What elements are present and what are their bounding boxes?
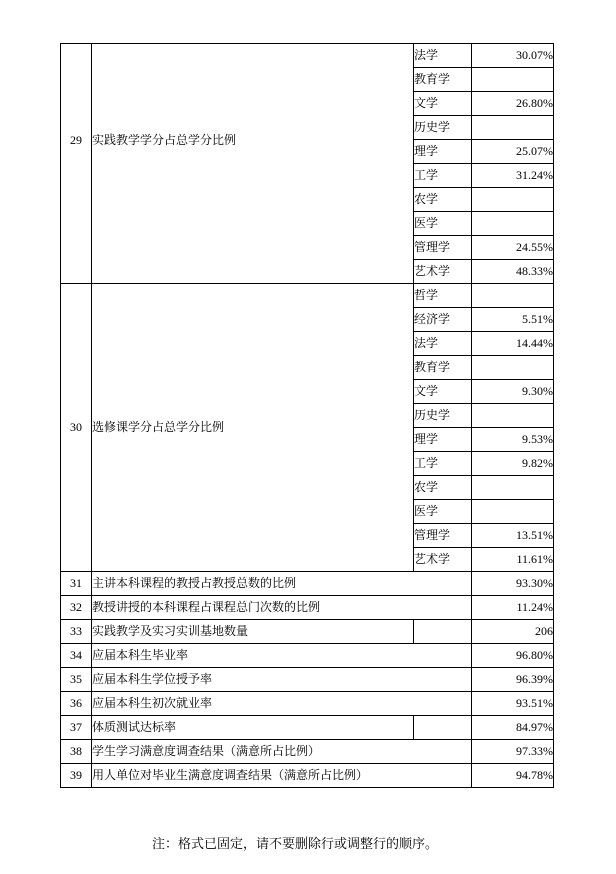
value-cell: 94.78% xyxy=(472,764,554,788)
discipline-cell: 理学 xyxy=(414,428,472,452)
value-cell: 30.07% xyxy=(472,44,554,68)
indicator-label-cell: 应届本科生学位授予率 xyxy=(92,668,472,692)
value-cell: 11.61% xyxy=(472,548,554,572)
empty-cell xyxy=(414,620,472,644)
discipline-cell: 医学 xyxy=(414,500,472,524)
value-cell: 96.80% xyxy=(472,644,554,668)
table-row xyxy=(61,620,554,644)
indicator-label-cell: 应届本科生毕业率 xyxy=(92,644,472,668)
discipline-cell: 历史学 xyxy=(414,116,472,140)
table-row xyxy=(61,740,554,764)
table-row xyxy=(61,596,554,620)
value-cell: 93.30% xyxy=(472,572,554,596)
discipline-cell: 教育学 xyxy=(414,356,472,380)
value-cell: 5.51% xyxy=(472,308,554,332)
discipline-cell: 工学 xyxy=(414,452,472,476)
value-cell: 9.53% xyxy=(472,428,554,452)
row-number-cell: 37 xyxy=(61,716,92,740)
indicator-label-cell: 体质测试达标率 xyxy=(92,716,414,740)
indicator-table xyxy=(60,43,554,788)
value-cell: 11.24% xyxy=(472,596,554,620)
value-cell: 206 xyxy=(472,620,554,644)
value-cell xyxy=(472,68,554,92)
indicator-table-sheet xyxy=(60,43,554,851)
table-row xyxy=(61,284,554,308)
row-number-cell: 31 xyxy=(61,572,92,596)
discipline-cell: 农学 xyxy=(414,188,472,212)
table-row xyxy=(61,668,554,692)
value-cell: 96.39% xyxy=(472,668,554,692)
value-cell xyxy=(472,116,554,140)
row-number-cell: 33 xyxy=(61,620,92,644)
empty-cell xyxy=(414,716,472,740)
indicator-label-cell: 实践教学及实习实训基地数量 xyxy=(92,620,414,644)
discipline-cell: 农学 xyxy=(414,476,472,500)
discipline-cell: 法学 xyxy=(414,332,472,356)
value-cell xyxy=(472,212,554,236)
table-row xyxy=(61,644,554,668)
discipline-cell: 历史学 xyxy=(414,404,472,428)
value-cell: 26.80% xyxy=(472,92,554,116)
discipline-cell: 文学 xyxy=(414,380,472,404)
value-cell xyxy=(472,500,554,524)
indicator-label-cell xyxy=(92,44,414,284)
discipline-cell: 哲学 xyxy=(414,284,472,308)
value-cell: 84.97% xyxy=(472,716,554,740)
value-cell: 97.33% xyxy=(472,740,554,764)
table-row xyxy=(61,716,554,740)
discipline-cell: 工学 xyxy=(414,164,472,188)
row-number-cell xyxy=(61,284,92,572)
discipline-cell: 理学 xyxy=(414,140,472,164)
value-cell: 48.33% xyxy=(472,260,554,284)
row-number-cell: 38 xyxy=(61,740,92,764)
table-row xyxy=(61,44,554,68)
discipline-cell: 艺术学 xyxy=(414,548,472,572)
row-number-cell: 39 xyxy=(61,764,92,788)
indicator-label-cell: 应届本科生初次就业率 xyxy=(92,692,472,716)
value-cell: 13.51% xyxy=(472,524,554,548)
row-number-cell: 34 xyxy=(61,644,92,668)
value-cell xyxy=(472,476,554,500)
discipline-cell: 艺术学 xyxy=(414,260,472,284)
indicator-label-cell: 用人单位对毕业生满意度调查结果（满意所占比例） xyxy=(92,764,472,788)
value-cell: 25.07% xyxy=(472,140,554,164)
indicator-label-cell: 学生学习满意度调查结果（满意所占比例） xyxy=(92,740,472,764)
value-cell xyxy=(472,284,554,308)
value-cell xyxy=(472,188,554,212)
row-number: 29 xyxy=(70,133,82,147)
row-number-cell: 36 xyxy=(61,692,92,716)
value-cell: 9.82% xyxy=(472,452,554,476)
discipline-cell: 医学 xyxy=(414,212,472,236)
value-cell: 31.24% xyxy=(472,164,554,188)
indicator-label: 选修课学分占总学分比例 xyxy=(92,420,225,434)
row-number-cell: 32 xyxy=(61,596,92,620)
value-cell: 14.44% xyxy=(472,332,554,356)
row-number: 30 xyxy=(70,420,82,434)
table-row xyxy=(61,572,554,596)
discipline-cell: 管理学 xyxy=(414,236,472,260)
value-cell: 9.30% xyxy=(472,380,554,404)
indicator-label-cell xyxy=(92,284,414,572)
indicator-label-cell: 教授讲授的本科课程占课程总门次数的比例 xyxy=(92,596,472,620)
row-number-cell: 35 xyxy=(61,668,92,692)
value-cell xyxy=(472,356,554,380)
table-row xyxy=(61,764,554,788)
discipline-cell: 经济学 xyxy=(414,308,472,332)
value-cell xyxy=(472,404,554,428)
value-cell: 24.55% xyxy=(472,236,554,260)
discipline-cell: 教育学 xyxy=(414,68,472,92)
discipline-cell: 法学 xyxy=(414,44,472,68)
table-note: 注：格式已固定，请不要删除行或调整行的顺序。 xyxy=(152,836,439,851)
discipline-cell: 管理学 xyxy=(414,524,472,548)
row-number-cell xyxy=(61,44,92,284)
table-row xyxy=(61,692,554,716)
indicator-label-cell: 主讲本科课程的教授占教授总数的比例 xyxy=(92,572,472,596)
value-cell: 93.51% xyxy=(472,692,554,716)
discipline-cell: 文学 xyxy=(414,92,472,116)
indicator-label: 实践教学学分占总学分比例 xyxy=(92,133,237,147)
